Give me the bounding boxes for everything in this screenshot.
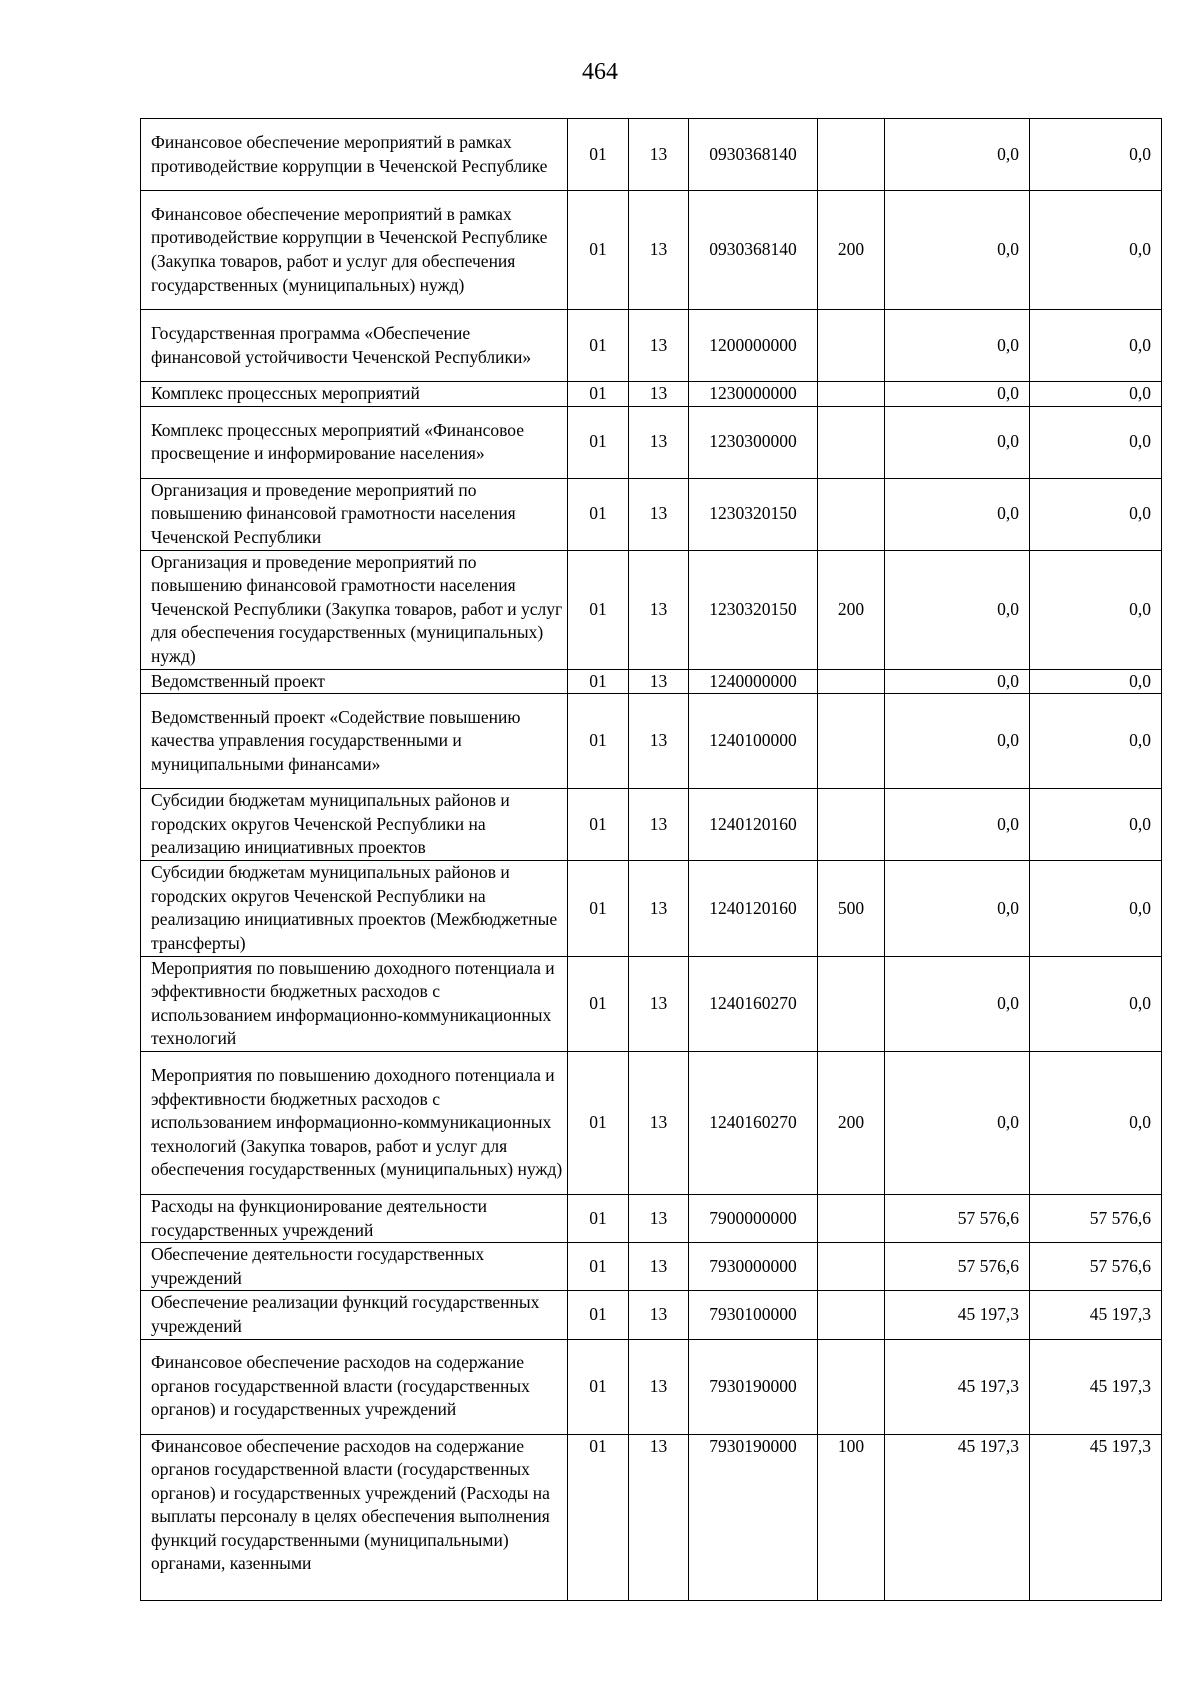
section-code: 01: [568, 382, 629, 407]
subsection-code: 13: [629, 191, 689, 310]
subsection-code: 13: [629, 310, 689, 382]
amount-first-year: 0,0: [885, 789, 1030, 861]
section-code: 01: [568, 789, 629, 861]
amount-second-year: 0,0: [1030, 119, 1162, 191]
amount-first-year: 45 197,3: [885, 1434, 1030, 1600]
amount-second-year: 0,0: [1030, 1051, 1162, 1194]
amount-first-year: 0,0: [885, 550, 1030, 669]
row-description: Комплекс процессных мероприятий «Финансовое просвещение и информирование населения»: [141, 406, 568, 478]
table-row: [141, 1291, 1162, 1339]
amount-second-year: 45 197,3: [1030, 1434, 1162, 1600]
subsection-code: 13: [629, 406, 689, 478]
table-body: [141, 119, 1162, 1601]
amount-first-year: 0,0: [885, 694, 1030, 789]
section-code: 01: [568, 1243, 629, 1291]
expense-type-code: [818, 382, 885, 407]
row-description: Расходы на функционирование деятельности государственных учреждений: [141, 1194, 568, 1242]
expense-type-code: [818, 406, 885, 478]
row-description: Финансовое обеспечение мероприятий в рамках противодействие коррупции в Чеченской Республике: [141, 119, 568, 191]
section-code: 01: [568, 1194, 629, 1242]
row-description: Обеспечение деятельности государственных учреждений: [141, 1243, 568, 1291]
target-article-code: 1240160270: [689, 1051, 818, 1194]
amount-second-year: 0,0: [1030, 191, 1162, 310]
subsection-code: 13: [629, 1243, 689, 1291]
table-row: [141, 1243, 1162, 1291]
target-article-code: 1240120160: [689, 861, 818, 956]
target-article-code: 1240100000: [689, 694, 818, 789]
expense-type-code: [818, 669, 885, 694]
amount-first-year: 0,0: [885, 669, 1030, 694]
target-article-code: 7900000000: [689, 1194, 818, 1242]
amount-first-year: 0,0: [885, 956, 1030, 1051]
subsection-code: 13: [629, 1291, 689, 1339]
target-article-code: 1240120160: [689, 789, 818, 861]
target-article-code: 7930190000: [689, 1434, 818, 1600]
amount-second-year: 57 576,6: [1030, 1194, 1162, 1242]
section-code: 01: [568, 406, 629, 478]
amount-first-year: 0,0: [885, 861, 1030, 956]
expense-type-code: [818, 1291, 885, 1339]
table-row: [141, 191, 1162, 310]
target-article-code: 1230320150: [689, 550, 818, 669]
section-code: 01: [568, 119, 629, 191]
amount-second-year: 57 576,6: [1030, 1243, 1162, 1291]
subsection-code: 13: [629, 1434, 689, 1600]
subsection-code: 13: [629, 861, 689, 956]
expense-type-code: [818, 1194, 885, 1242]
expense-type-code: 200: [818, 1051, 885, 1194]
row-description: Обеспечение реализации функций государственных учреждений: [141, 1291, 568, 1339]
amount-second-year: 0,0: [1030, 669, 1162, 694]
row-description: Ведомственный проект: [141, 669, 568, 694]
table-row: [141, 119, 1162, 191]
table-row: [141, 382, 1162, 407]
table-row: [141, 1434, 1162, 1600]
row-description: Субсидии бюджетам муниципальных районов и городских округов Чеченской Республики на реализацию инициативных проектов (Межбюджетные трансферты): [141, 861, 568, 956]
row-description: Мероприятия по повышению доходного потенциала и эффективности бюджетных расходов с использованием информационно-коммуникационных технологий (Закупка товаров, работ и услуг для обеспечения государственных (муниципальных) нужд): [141, 1051, 568, 1194]
amount-first-year: 0,0: [885, 478, 1030, 550]
target-article-code: 7930190000: [689, 1339, 818, 1434]
subsection-code: 13: [629, 956, 689, 1051]
table-row: [141, 406, 1162, 478]
table-row: [141, 1051, 1162, 1194]
expense-type-code: 100: [818, 1434, 885, 1600]
expense-type-code: 200: [818, 550, 885, 669]
amount-first-year: 0,0: [885, 406, 1030, 478]
target-article-code: 1230000000: [689, 382, 818, 407]
subsection-code: 13: [629, 382, 689, 407]
section-code: 01: [568, 669, 629, 694]
row-description: Организация и проведение мероприятий по повышению финансовой грамотности населения Чеченской Республики: [141, 478, 568, 550]
section-code: 01: [568, 956, 629, 1051]
amount-first-year: 57 576,6: [885, 1194, 1030, 1242]
section-code: 01: [568, 861, 629, 956]
section-code: 01: [568, 478, 629, 550]
row-description: Организация и проведение мероприятий по повышению финансовой грамотности населения Чеченской Республики (Закупка товаров, работ и услуг для обеспечения государственных (муниципальных) нужд): [141, 550, 568, 669]
table-row: [141, 956, 1162, 1051]
amount-first-year: 0,0: [885, 191, 1030, 310]
section-code: 01: [568, 1291, 629, 1339]
row-description: Ведомственный проект «Содействие повышению качества управления государственными и муниципальными финансами»: [141, 694, 568, 789]
amount-second-year: 0,0: [1030, 310, 1162, 382]
section-code: 01: [568, 1339, 629, 1434]
amount-second-year: 0,0: [1030, 406, 1162, 478]
section-code: 01: [568, 1434, 629, 1600]
amount-second-year: 0,0: [1030, 861, 1162, 956]
subsection-code: 13: [629, 478, 689, 550]
table-row: [141, 1339, 1162, 1434]
expense-type-code: [818, 119, 885, 191]
table-row: [141, 1194, 1162, 1242]
page-number: 464: [582, 59, 618, 85]
amount-second-year: 45 197,3: [1030, 1291, 1162, 1339]
expense-type-code: [818, 1243, 885, 1291]
table-row: [141, 669, 1162, 694]
amount-second-year: 0,0: [1030, 789, 1162, 861]
expense-type-code: 500: [818, 861, 885, 956]
target-article-code: 1230320150: [689, 478, 818, 550]
target-article-code: 7930100000: [689, 1291, 818, 1339]
row-description: Финансовое обеспечение расходов на содержание органов государственной власти (государственных органов) и государственных учреждений: [141, 1339, 568, 1434]
expense-type-code: [818, 956, 885, 1051]
amount-first-year: 0,0: [885, 382, 1030, 407]
expense-type-code: [818, 789, 885, 861]
expense-type-code: [818, 478, 885, 550]
section-code: 01: [568, 694, 629, 789]
section-code: 01: [568, 550, 629, 669]
target-article-code: 7930000000: [689, 1243, 818, 1291]
row-description: Финансовое обеспечение расходов на содержание органов государственной власти (государственных органов) и государственных учреждений (Расходы на выплаты персоналу в целях обеспечения выполнения функций государственными (муниципальными) органами, казенными: [141, 1434, 568, 1600]
amount-second-year: 0,0: [1030, 694, 1162, 789]
subsection-code: 13: [629, 1194, 689, 1242]
section-code: 01: [568, 1051, 629, 1194]
section-code: 01: [568, 310, 629, 382]
row-description: Мероприятия по повышению доходного потенциала и эффективности бюджетных расходов с использованием информационно-коммуникационных технологий: [141, 956, 568, 1051]
target-article-code: 0930368140: [689, 119, 818, 191]
amount-first-year: 0,0: [885, 119, 1030, 191]
row-description: Комплекс процессных мероприятий: [141, 382, 568, 407]
subsection-code: 13: [629, 550, 689, 669]
amount-first-year: 57 576,6: [885, 1243, 1030, 1291]
subsection-code: 13: [629, 1339, 689, 1434]
subsection-code: 13: [629, 694, 689, 789]
amount-second-year: 0,0: [1030, 478, 1162, 550]
target-article-code: 1200000000: [689, 310, 818, 382]
target-article-code: 1240000000: [689, 669, 818, 694]
target-article-code: 1240160270: [689, 956, 818, 1051]
row-description: Государственная программа «Обеспечение финансовой устойчивости Чеченской Республики»: [141, 310, 568, 382]
table-row: [141, 789, 1162, 861]
amount-first-year: 0,0: [885, 310, 1030, 382]
table-row: [141, 478, 1162, 550]
amount-first-year: 45 197,3: [885, 1291, 1030, 1339]
table-row: [141, 550, 1162, 669]
amount-second-year: 45 197,3: [1030, 1339, 1162, 1434]
amount-first-year: 0,0: [885, 1051, 1030, 1194]
table-row: [141, 694, 1162, 789]
row-description: Финансовое обеспечение мероприятий в рамках противодействие коррупции в Чеченской Республике (Закупка товаров, работ и услуг для обеспечения государственных (муниципальных) нужд): [141, 191, 568, 310]
expense-type-code: [818, 1339, 885, 1434]
subsection-code: 13: [629, 789, 689, 861]
table-row: [141, 861, 1162, 956]
expense-type-code: 200: [818, 191, 885, 310]
amount-second-year: 0,0: [1030, 956, 1162, 1051]
subsection-code: 13: [629, 119, 689, 191]
expense-type-code: [818, 694, 885, 789]
row-description: Субсидии бюджетам муниципальных районов и городских округов Чеченской Республики на реализацию инициативных проектов: [141, 789, 568, 861]
table-row: [141, 310, 1162, 382]
amount-first-year: 45 197,3: [885, 1339, 1030, 1434]
target-article-code: 1230300000: [689, 406, 818, 478]
budget-table: [140, 118, 1162, 1601]
amount-second-year: 0,0: [1030, 550, 1162, 669]
target-article-code: 0930368140: [689, 191, 818, 310]
subsection-code: 13: [629, 669, 689, 694]
amount-second-year: 0,0: [1030, 382, 1162, 407]
section-code: 01: [568, 191, 629, 310]
subsection-code: 13: [629, 1051, 689, 1194]
expense-type-code: [818, 310, 885, 382]
